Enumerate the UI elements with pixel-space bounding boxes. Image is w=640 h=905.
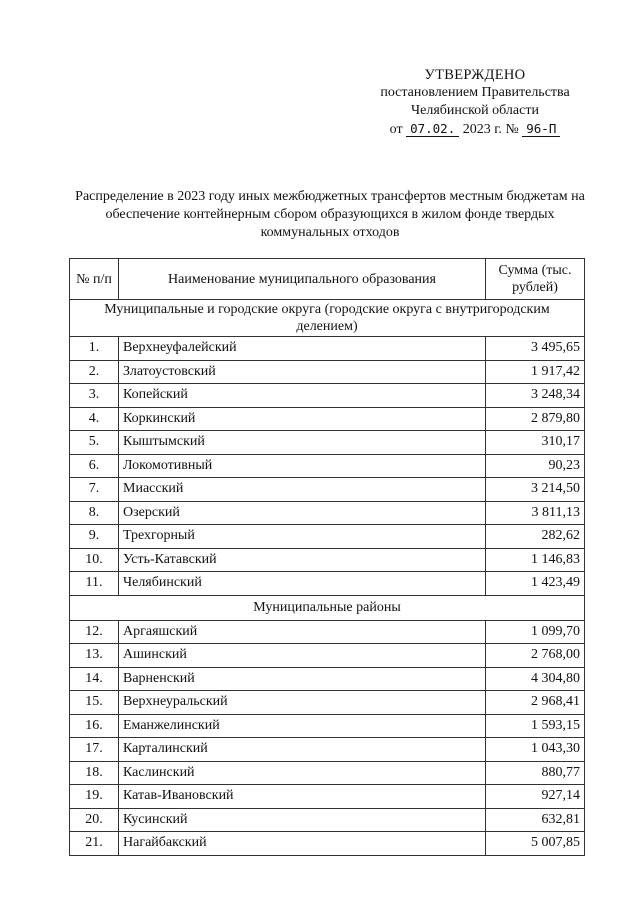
section-title: Муниципальные районы bbox=[70, 595, 585, 620]
table-row bbox=[70, 667, 585, 691]
approval-year: 2023 г. № bbox=[462, 122, 519, 137]
row-sum: 1 917,42 bbox=[486, 360, 585, 384]
row-number: 16. bbox=[70, 714, 119, 738]
row-number: 17. bbox=[70, 738, 119, 762]
row-number: 4. bbox=[70, 407, 119, 431]
row-sum: 5 007,85 bbox=[486, 832, 585, 856]
approval-date: 07.02. bbox=[406, 121, 459, 137]
header-num: № п/п bbox=[70, 259, 119, 300]
row-sum: 90,23 bbox=[486, 454, 585, 478]
table-row bbox=[70, 785, 585, 809]
row-sum: 1 043,30 bbox=[486, 738, 585, 762]
row-number: 11. bbox=[70, 572, 119, 596]
row-sum: 927,14 bbox=[486, 785, 585, 809]
row-number: 10. bbox=[70, 548, 119, 572]
row-municipality: Карталинский bbox=[119, 738, 486, 762]
table-row bbox=[70, 572, 585, 596]
table-body bbox=[70, 300, 585, 856]
table-row bbox=[70, 738, 585, 762]
table-row bbox=[70, 620, 585, 644]
row-sum: 3 495,65 bbox=[486, 337, 585, 361]
row-municipality: Усть-Катавский bbox=[119, 548, 486, 572]
header-sum: Сумма (тыс. рублей) bbox=[486, 259, 585, 300]
approval-date-line bbox=[360, 120, 590, 139]
row-municipality: Коркинский bbox=[119, 407, 486, 431]
row-number: 15. bbox=[70, 691, 119, 715]
row-number: 21. bbox=[70, 832, 119, 856]
row-sum: 2 879,80 bbox=[486, 407, 585, 431]
table-row bbox=[70, 714, 585, 738]
row-sum: 880,77 bbox=[486, 761, 585, 785]
row-sum: 2 968,41 bbox=[486, 691, 585, 715]
approval-number: 96-П bbox=[522, 121, 560, 137]
document-title: Распределение в 2023 году иных межбюджетных трансфертов местным бюджетам на обеспечение контейнерным сбором образующихся в жилом фонде твердых коммунальных отходов bbox=[75, 189, 585, 240]
row-municipality: Локомотивный bbox=[119, 454, 486, 478]
row-sum: 632,81 bbox=[486, 808, 585, 832]
table-row bbox=[70, 337, 585, 361]
row-sum: 310,17 bbox=[486, 431, 585, 455]
row-municipality: Верхнеуфалейский bbox=[119, 337, 486, 361]
row-number: 19. bbox=[70, 785, 119, 809]
table-row bbox=[70, 808, 585, 832]
row-number: 3. bbox=[70, 384, 119, 408]
table-header-row bbox=[70, 259, 585, 300]
row-municipality: Златоустовский bbox=[119, 360, 486, 384]
table-row bbox=[70, 360, 585, 384]
section-row bbox=[70, 300, 585, 337]
row-sum: 4 304,80 bbox=[486, 667, 585, 691]
row-number: 12. bbox=[70, 620, 119, 644]
row-number: 1. bbox=[70, 337, 119, 361]
table-row bbox=[70, 832, 585, 856]
row-municipality: Нагайбакский bbox=[119, 832, 486, 856]
row-municipality: Челябинский bbox=[119, 572, 486, 596]
table-row bbox=[70, 525, 585, 549]
row-sum: 1 146,83 bbox=[486, 548, 585, 572]
row-municipality: Миасский bbox=[119, 478, 486, 502]
row-sum: 1 099,70 bbox=[486, 620, 585, 644]
row-municipality: Кыштымский bbox=[119, 431, 486, 455]
header-name: Наименование муниципального образования bbox=[119, 259, 486, 300]
table-row bbox=[70, 431, 585, 455]
distribution-table bbox=[69, 258, 585, 856]
row-municipality: Ашинский bbox=[119, 644, 486, 668]
row-municipality: Варненский bbox=[119, 667, 486, 691]
section-row bbox=[70, 595, 585, 620]
table-row bbox=[70, 501, 585, 525]
row-sum: 282,62 bbox=[486, 525, 585, 549]
table-row bbox=[70, 761, 585, 785]
approval-block bbox=[360, 66, 590, 139]
table-row bbox=[70, 454, 585, 478]
row-municipality: Каслинский bbox=[119, 761, 486, 785]
row-municipality: Аргаяшский bbox=[119, 620, 486, 644]
row-sum: 2 768,00 bbox=[486, 644, 585, 668]
table-row bbox=[70, 384, 585, 408]
date-prefix: от bbox=[389, 122, 403, 137]
row-municipality: Еманжелинский bbox=[119, 714, 486, 738]
table-row bbox=[70, 478, 585, 502]
approval-line-1: постановлением Правительства bbox=[380, 85, 570, 100]
approval-heading: УТВЕРЖДЕНО bbox=[424, 67, 526, 83]
row-number: 5. bbox=[70, 431, 119, 455]
table-row bbox=[70, 407, 585, 431]
row-sum: 3 811,13 bbox=[486, 501, 585, 525]
table-row bbox=[70, 548, 585, 572]
approval-line-2: Челябинской области bbox=[411, 103, 539, 118]
row-municipality: Копейский bbox=[119, 384, 486, 408]
row-municipality: Трехгорный bbox=[119, 525, 486, 549]
row-number: 20. bbox=[70, 808, 119, 832]
table-row bbox=[70, 691, 585, 715]
row-number: 9. bbox=[70, 525, 119, 549]
row-sum: 1 423,49 bbox=[486, 572, 585, 596]
table-row bbox=[70, 644, 585, 668]
row-sum: 3 214,50 bbox=[486, 478, 585, 502]
section-title: Муниципальные и городские округа (городские округа с внутригородским делением) bbox=[70, 300, 585, 337]
row-number: 18. bbox=[70, 761, 119, 785]
row-number: 7. bbox=[70, 478, 119, 502]
row-municipality: Катав-Ивановский bbox=[119, 785, 486, 809]
row-municipality: Кусинский bbox=[119, 808, 486, 832]
row-municipality: Верхнеуральский bbox=[119, 691, 486, 715]
row-number: 14. bbox=[70, 667, 119, 691]
row-sum: 3 248,34 bbox=[486, 384, 585, 408]
row-municipality: Озерский bbox=[119, 501, 486, 525]
row-number: 2. bbox=[70, 360, 119, 384]
row-number: 13. bbox=[70, 644, 119, 668]
row-sum: 1 593,15 bbox=[486, 714, 585, 738]
row-number: 6. bbox=[70, 454, 119, 478]
row-number: 8. bbox=[70, 501, 119, 525]
